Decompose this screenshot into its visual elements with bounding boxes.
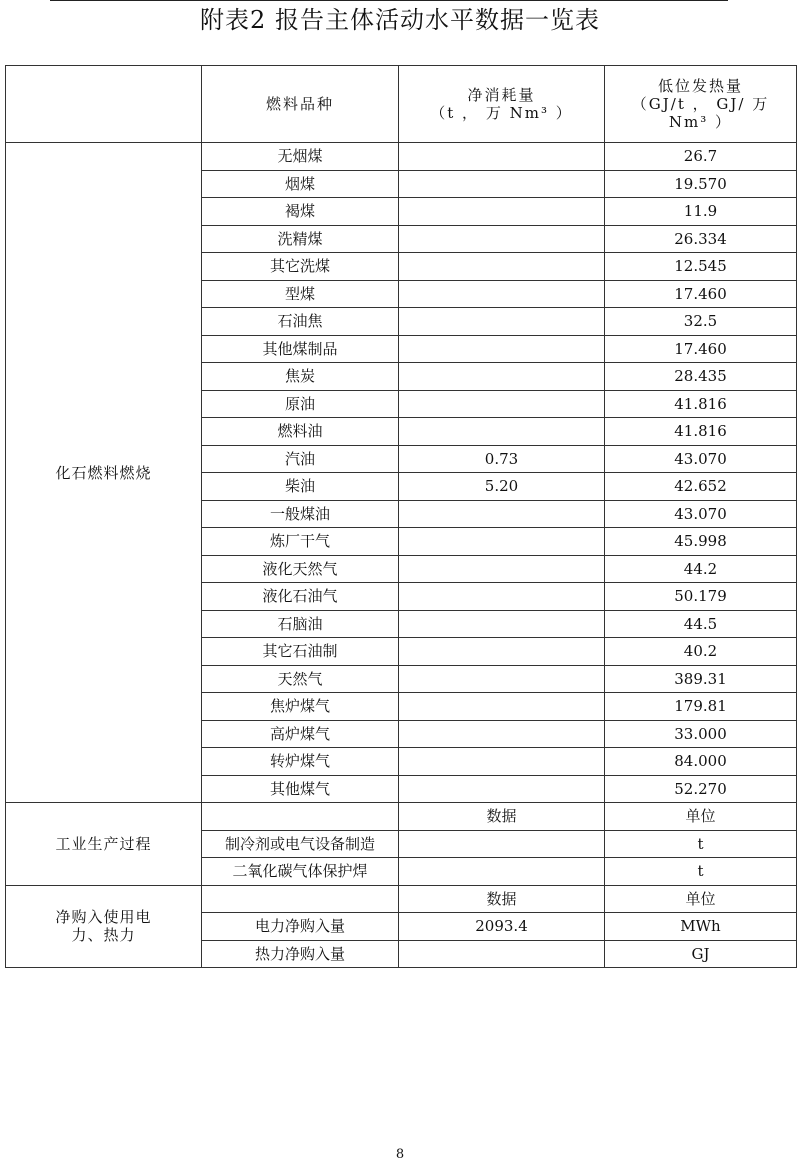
consumption-cell [399, 253, 605, 281]
consumption-cell [399, 280, 605, 308]
heat-value-cell: 44.2 [605, 555, 797, 583]
heat-value-cell: 40.2 [605, 638, 797, 666]
fuel-type-cell: 洗精煤 [202, 225, 399, 253]
heat-value-cell: 32.5 [605, 308, 797, 336]
header-net-consumption-unit: （t ， 万 Nm³ ） [430, 104, 573, 122]
fuel-type-cell: 其他煤气 [202, 775, 399, 803]
group-fossil-fuel: 化石燃料燃烧 [6, 143, 202, 803]
consumption-cell [399, 693, 605, 721]
table-row [6, 885, 797, 913]
consumption-cell [399, 665, 605, 693]
fuel-type-cell: 无烟煤 [202, 143, 399, 171]
fuel-type-cell: 高炉煤气 [202, 720, 399, 748]
heat-value-cell: 50.179 [605, 583, 797, 611]
heat-value-cell: 84.000 [605, 748, 797, 776]
header-heat-value-unit-2: Nm³ ） [668, 113, 733, 131]
consumption-cell [399, 363, 605, 391]
fuel-type-cell: 液化天然气 [202, 555, 399, 583]
header-heat-value-label: 低位发热量 [657, 77, 743, 95]
group-industrial-process: 工业生产过程 [6, 803, 202, 886]
heat-value-cell: 12.545 [605, 253, 797, 281]
subheader-data-cell: 数据 [399, 803, 605, 831]
consumption-cell [399, 308, 605, 336]
subheader-unit-cell: 单位 [605, 885, 797, 913]
heat-value-cell: 17.460 [605, 335, 797, 363]
data-cell: 2093.4 [399, 913, 605, 941]
heat-value-cell: 41.816 [605, 390, 797, 418]
consumption-cell [399, 225, 605, 253]
item-cell: 二氧化碳气体保护焊 [202, 858, 399, 886]
consumption-cell [399, 610, 605, 638]
consumption-cell [399, 638, 605, 666]
fuel-type-cell: 天然气 [202, 665, 399, 693]
subheader-data-cell: 数据 [399, 885, 605, 913]
data-cell [399, 858, 605, 886]
fuel-type-cell: 原油 [202, 390, 399, 418]
heat-value-cell: 11.9 [605, 198, 797, 226]
data-cell [399, 940, 605, 968]
heat-value-cell: 17.460 [605, 280, 797, 308]
heat-value-cell: 45.998 [605, 528, 797, 556]
fuel-type-cell: 其它洗煤 [202, 253, 399, 281]
heat-value-cell: 26.7 [605, 143, 797, 171]
fuel-type-cell: 汽油 [202, 445, 399, 473]
group-purchased-energy-line-1: 净购入使用电 [55, 908, 152, 927]
heat-value-cell: 19.570 [605, 170, 797, 198]
heat-value-cell: 52.270 [605, 775, 797, 803]
consumption-cell [399, 775, 605, 803]
group-purchased-energy [6, 885, 202, 968]
subheader-item-cell [202, 803, 399, 831]
fuel-type-cell: 石油焦 [202, 308, 399, 336]
heat-value-cell: 43.070 [605, 500, 797, 528]
consumption-cell [399, 335, 605, 363]
heat-value-cell: 28.435 [605, 363, 797, 391]
fuel-type-cell: 转炉煤气 [202, 748, 399, 776]
consumption-cell [399, 720, 605, 748]
consumption-cell [399, 418, 605, 446]
page-number: 8 [395, 1147, 405, 1162]
group-purchased-energy-line-2: 力、热力 [71, 926, 136, 945]
consumption-cell [399, 143, 605, 171]
consumption-cell [399, 170, 605, 198]
header-net-consumption [399, 66, 605, 143]
page-title: 附表2 报告主体活动水平数据一览表 [200, 6, 600, 34]
heat-value-cell: 389.31 [605, 665, 797, 693]
unit-cell: GJ [605, 940, 797, 968]
data-cell [399, 830, 605, 858]
consumption-cell [399, 528, 605, 556]
fuel-type-cell: 液化石油气 [202, 583, 399, 611]
heat-value-cell: 33.000 [605, 720, 797, 748]
header-heat-value [605, 66, 797, 143]
heat-value-cell: 26.334 [605, 225, 797, 253]
unit-cell: MWh [605, 913, 797, 941]
fuel-type-cell: 烟煤 [202, 170, 399, 198]
unit-cell: t [605, 858, 797, 886]
consumption-cell [399, 198, 605, 226]
consumption-cell [399, 583, 605, 611]
header-blank-cell [6, 66, 202, 143]
fuel-type-cell: 型煤 [202, 280, 399, 308]
table-row [6, 803, 797, 831]
fuel-type-cell: 一般煤油 [202, 500, 399, 528]
fuel-type-cell: 其它石油制 [202, 638, 399, 666]
heat-value-cell: 44.5 [605, 610, 797, 638]
item-cell: 电力净购入量 [202, 913, 399, 941]
subheader-item-cell [202, 885, 399, 913]
fuel-type-cell: 石脑油 [202, 610, 399, 638]
subheader-unit-cell: 单位 [605, 803, 797, 831]
item-cell: 制冷剂或电气设备制造 [202, 830, 399, 858]
item-cell: 热力净购入量 [202, 940, 399, 968]
fuel-type-cell: 炼厂干气 [202, 528, 399, 556]
fuel-type-cell: 褐煤 [202, 198, 399, 226]
top-rule [50, 0, 728, 1]
fuel-type-cell: 燃料油 [202, 418, 399, 446]
table-body [6, 66, 797, 968]
heat-value-cell: 41.816 [605, 418, 797, 446]
fuel-type-cell: 焦炉煤气 [202, 693, 399, 721]
heat-value-cell: 42.652 [605, 473, 797, 501]
header-fuel-type: 燃料品种 [202, 66, 399, 143]
consumption-cell: 5.20 [399, 473, 605, 501]
consumption-cell: 0.73 [399, 445, 605, 473]
fuel-type-cell: 焦炭 [202, 363, 399, 391]
consumption-cell [399, 748, 605, 776]
table-header-row [6, 66, 797, 143]
heat-value-cell: 179.81 [605, 693, 797, 721]
header-net-consumption-label: 净消耗量 [467, 86, 536, 104]
header-heat-value-unit-1: （GJ/t ， GJ/ 万 [631, 95, 770, 113]
consumption-cell [399, 555, 605, 583]
consumption-cell [399, 390, 605, 418]
fuel-type-cell: 其他煤制品 [202, 335, 399, 363]
heat-value-cell: 43.070 [605, 445, 797, 473]
consumption-cell [399, 500, 605, 528]
activity-data-table [5, 65, 797, 968]
fuel-type-cell: 柴油 [202, 473, 399, 501]
unit-cell: t [605, 830, 797, 858]
table-row [6, 143, 797, 171]
